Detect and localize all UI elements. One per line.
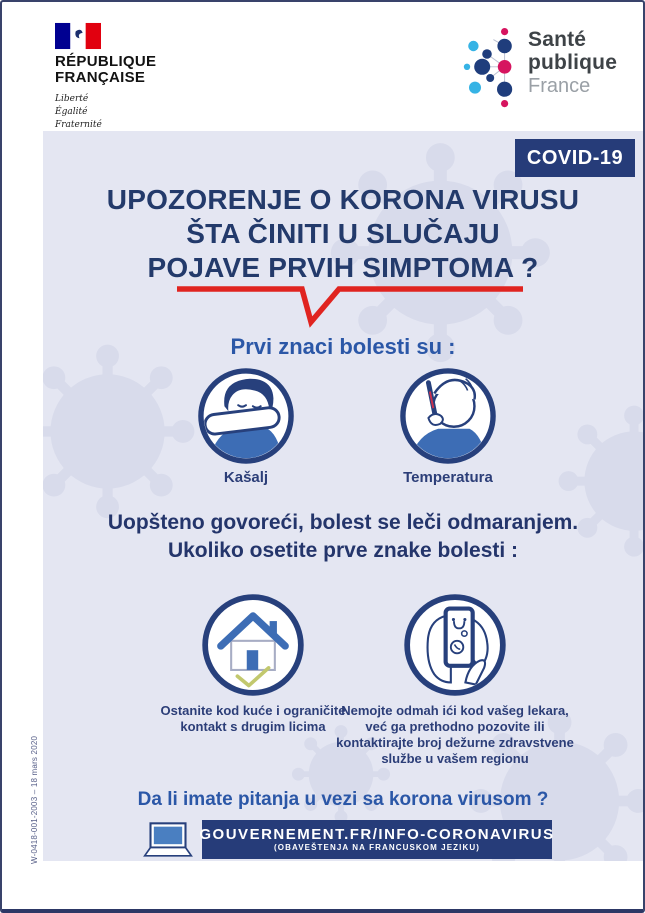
motto-line1: Liberté [55, 94, 89, 104]
question-text: Da li imate pitanja u vezi sa korona virusom ? [137, 789, 549, 810]
republique-line2: FRANÇAISE [55, 69, 146, 86]
covid-badge: COVID-19 [515, 139, 635, 177]
marianne-logo [55, 22, 156, 132]
sante-publique-logo [462, 22, 617, 110]
action-label-stay-home: Ostanite kod kuće i ograničite kontakt s drugim licima [160, 703, 346, 734]
symptoms-heading: Prvi znaci bolesti su : [230, 334, 456, 359]
republique-title [55, 54, 156, 86]
title-line-3: POJAVE PRVIH SIMPTOMA ? [147, 252, 539, 283]
motto-line3: Fraternité [55, 120, 102, 130]
title-line-2: ŠTA ČINITI U SLUČAJU [186, 218, 500, 249]
laptop-icon [143, 821, 193, 859]
phone-icon [403, 593, 507, 697]
cough-icon [197, 367, 295, 465]
action-card-call-first [403, 593, 507, 697]
poster-title [43, 183, 643, 285]
speech-underline-icon [163, 283, 543, 333]
symptom-card-temperature [399, 367, 497, 465]
motto-line2: Égalité [55, 107, 88, 117]
action-label-call-first: Nemojte odmah ići kod vašeg lekara, već ga prethodno pozovite ili kontaktirajte broj dežurne zdravstvene službe u vašem regionu [336, 703, 574, 766]
advice-text [43, 509, 643, 565]
house-icon [201, 593, 305, 697]
advice-line-1: Uopšteno govoreći, bolest se leči odmaranjem. [107, 511, 579, 534]
spf-dots-icon [462, 22, 520, 110]
motto [55, 93, 156, 132]
spf-line1: Santé [528, 28, 587, 51]
action-card-stay-home [201, 593, 305, 697]
french-flag-icon [55, 22, 101, 50]
republique-line1: RÉPUBLIQUE [55, 53, 157, 70]
symptom-card-cough [197, 367, 295, 465]
poster-panel [43, 131, 643, 861]
advice-line-2: Ukoliko osetite prve znake bolesti : [167, 539, 519, 562]
website-url[interactable]: GOUVERNEMENT.FR/INFO-CORONAVIRUS [199, 826, 555, 843]
symptom-label-temperature: Temperatura [403, 469, 493, 486]
thermometer-icon [399, 367, 497, 465]
spf-line3: France [528, 75, 591, 97]
reference-code: W-0418-001-2003 – 18 mars 2020 [30, 735, 39, 864]
title-line-1: UPOZORENJE O KORONA VIRUSU [106, 184, 580, 215]
spf-wordmark [528, 28, 617, 99]
website-banner[interactable] [199, 820, 555, 859]
website-note: (OBAVEŠTENJA NA FRANCUSKOM JEZIKU) [274, 843, 480, 852]
spf-line2: publique [528, 51, 618, 74]
symptom-label-cough: Kašalj [223, 469, 269, 486]
